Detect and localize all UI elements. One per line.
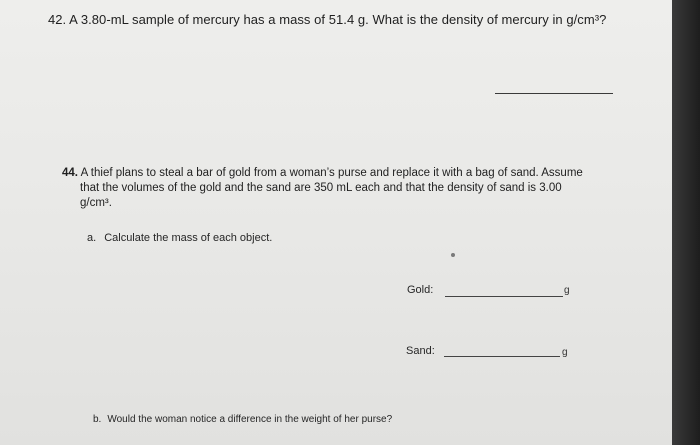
part-b-label: b. <box>93 414 102 425</box>
pencil-mark <box>451 253 455 257</box>
desk-shadow <box>672 0 700 445</box>
sand-label: Sand: <box>406 345 435 357</box>
gold-label: Gold: <box>407 284 434 296</box>
question-44-line-1: A thief plans to steal a bar of gold from a woman’s purse and replace it with a bag of sand. Assume <box>80 167 583 179</box>
question-42-answer-line[interactable] <box>495 93 613 94</box>
sand-answer-line[interactable] <box>444 356 560 357</box>
question-42 <box>48 12 606 27</box>
part-b-text: Would the woman notice a difference in the weight of her purse? <box>107 414 393 425</box>
question-44-part-b <box>93 414 392 425</box>
question-42-text: 42. A 3.80-mL sample of mercury has a mass of 51.4 g. What is the density of mercury in g/cm³? <box>48 12 607 27</box>
sand-unit: g <box>562 347 568 358</box>
question-44 <box>62 166 602 211</box>
part-a-label: a. <box>87 232 97 244</box>
question-44-part-a <box>87 232 272 244</box>
gold-answer-line[interactable] <box>445 296 563 297</box>
question-44-line-3: g/cm³. <box>80 197 112 209</box>
question-44-line-2: that the volumes of the gold and the sand are 350 mL each and that the density of sand is 3.00 <box>80 182 562 194</box>
question-44-number: 44. <box>62 167 78 179</box>
part-a-text: Calculate the mass of each object. <box>104 232 273 244</box>
gold-unit: g <box>564 285 570 296</box>
